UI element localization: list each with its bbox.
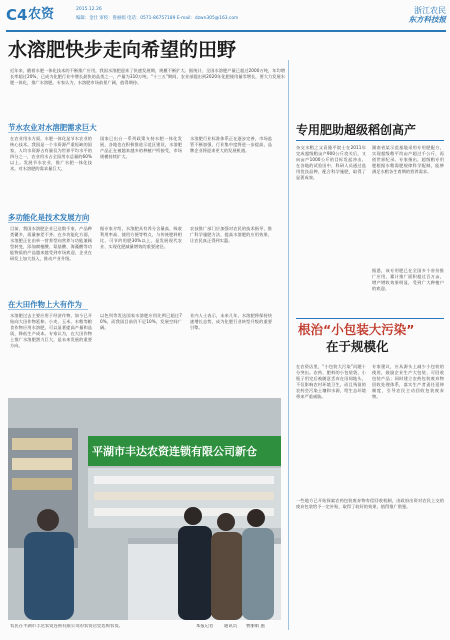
photo-caption: 农民在平湖市丰达农资连锁有限公司的农资店里选购农资。 [10, 624, 124, 629]
section-heading-1: 节水农业对水溶肥需求巨大 [8, 123, 97, 132]
store-scene-illustration [8, 398, 281, 620]
column-text-c1b: 目前，我国水溶肥企业已达数千家，产品种类繁多，质量参差不齐。在多功能化方面，水溶肥正在由单一营养型向营养与功能兼顾型转变，添加腐植酸、氨基酸、海藻酸等功能物质的产品越来越受到市场欢迎，企业在研发上加大投入，推动产业升级。 [10, 226, 92, 262]
byline-label-reporter: 本报记者 [196, 624, 214, 629]
right-headline-rule [296, 140, 444, 141]
store-sign-text: 平湖市丰达农资连锁有限公司新仓 [92, 445, 257, 458]
paper-name-secondary: 东方科技报 [408, 15, 446, 24]
editor-line: 编辑：金仕 审校：鲁丽娟 电话：0571-86757189 E-mail：dzwn305@163.com [76, 16, 239, 21]
news-photo [8, 398, 281, 620]
byline-names: 曹丽娟 施 [246, 624, 265, 629]
main-headline: 水溶肥快步走向希望的田野 [8, 39, 237, 61]
section-name: 农资 [28, 7, 55, 22]
masthead-rule [6, 30, 446, 32]
right-text-r1: 杂交水稻之父袁隆平院士在2011年完成超级稻亩产900公斤攻关后，又向亩产1000公斤的目标发起冲击。在各地的试验田中，科研人员通过选用优良品种，配合科学施肥，取得了显著成效。 [296, 145, 366, 181]
section-code: C4 [6, 6, 28, 24]
column-divider [288, 60, 289, 630]
section-rule-2 [8, 222, 88, 223]
right-text-r3: 据悉，该专用肥已在全国多个省份推广应用，累计推广面积超过百万亩，增产增收效果明显，受到广大种植户的欢迎。 [372, 268, 444, 292]
right-text-p3: 一些地方已开始探索农药包装废弃物有偿回收机制，由政府出资对农民上交的废弃包装给予一定补贴，取得了较好的效果，值得推广借鉴。 [296, 498, 444, 510]
right-text-r2: 湖南省某示范基地采用专用肥配方，实现超级稻平均亩产超过千公斤，再创世界纪录。专家指出，超级稻专用肥根据水稻需肥规律科学配制，能够满足水稻各生育期的营养需求。 [372, 145, 444, 175]
column-text-c2b: 据专家介绍，水溶肥具有养分含量高、吸收利用率高、使用方便等特点，与传统肥料相比，可节约用肥30%以上，是发展现代农业、实现化肥减量增效的重要途径。 [100, 226, 182, 250]
section-rule-3 [8, 309, 88, 310]
masthead [6, 6, 446, 28]
column-text-c2c: 以色列等发达国家水溶肥应用比例已超过70%，而我国目前仍不足10%，发展空间广阔。 [100, 313, 182, 331]
right-headline: 专用肥助超级稻创高产 [296, 123, 417, 137]
section-rule-1 [8, 132, 88, 133]
pull-headline-line-1: 根治“小包装大污染” [298, 322, 415, 337]
pull-headline-line-2: 在于规模化 [326, 339, 389, 354]
section-heading-3: 在大田作物上大有作为 [8, 300, 82, 309]
section-heading-2: 多功能化是技术发展方向 [8, 213, 90, 222]
right-text-p1: 在农资店里，“小包装大污染”问题十分突出。农药、肥料的小包装袋、小瓶子用完后被随意丢弃在田间地头，不仅影响农村环境卫生，而且残留的农药会污染土壤和水源，给生态环境带来严重威胁。 [296, 364, 366, 400]
column-text-c3b: 农技推广部门应加强对农民的技术指导，推广科学施肥方法，提高水溶肥的应用效果，让农民真正得到实惠。 [190, 226, 272, 244]
date-line: 2015.12.26 [76, 7, 102, 12]
right-text-p2: 专家建议，应从源头上减少小包装的使用，鼓励企业生产大包装、可回收包装产品；同时建立农药包装废弃物回收处理体系，落实生产者责任延伸制度，引导农民主动回收包装废弃物。 [372, 364, 444, 400]
column-text-c1c: 水溶肥过去主要应用于经济作物，如今已开始向大田作物延伸。小麦、玉米、水稻等粮食作物应用水溶肥，可以显著提高产量和品质，降低生产成本。专家认为，在大田作物上推广水溶肥潜力巨大，是未来发展的重要方向。 [10, 313, 92, 349]
column-text-c2a: 国家已出台一系列政策支持水肥一体化发展，各地也在积极推进示范区建设，水溶肥产品正在被越来越多的种植户所接受，市场规模持续扩大。 [100, 136, 182, 160]
byline-label-correspondent: 通讯员 [224, 624, 238, 629]
column-text-c3c: 业内人士表示，未来几年，水溶肥将保持快速增长态势，成为化肥行业转型升级的重要引擎。 [190, 313, 272, 331]
column-text-c1a: 在农业用水方面，水肥一体化是节水农业的核心技术，我国是一个水资源严重短缺的国家，人均水资源占有量仅为世界平均水平的四分之一，农业用水占全国用水总量的60%以上。发展节水农业，推广水肥一体化技术，对水溶肥的需求量巨大。 [10, 136, 92, 172]
pull-headline-box [296, 322, 444, 358]
column-text-c3a: 水溶肥行业标准体系正在逐步完善，市场监管不断加强，行业集中度将进一步提高，品牌企业将迎来更大的发展机遇。 [190, 136, 272, 154]
pull-headline-rule [296, 318, 444, 319]
paper-name: 浙江农民 [414, 6, 446, 15]
lead-paragraph: 近年来，随着水肥一体化技术的不断推广应用，我国水溶肥迎来了快速发展期，规模不断扩大。据统计，全国水溶肥产量已超过2000万吨，年均增长率超过20%，已成为化肥行业中增长最快的品类之一，产量为310万吨。“十三五”期间，农业部提出到2020年化肥使用量零增长，要大力发展水肥一体化，推广水溶肥。专家认为，水溶肥市场前景广阔，值得期待。 [10, 68, 285, 86]
